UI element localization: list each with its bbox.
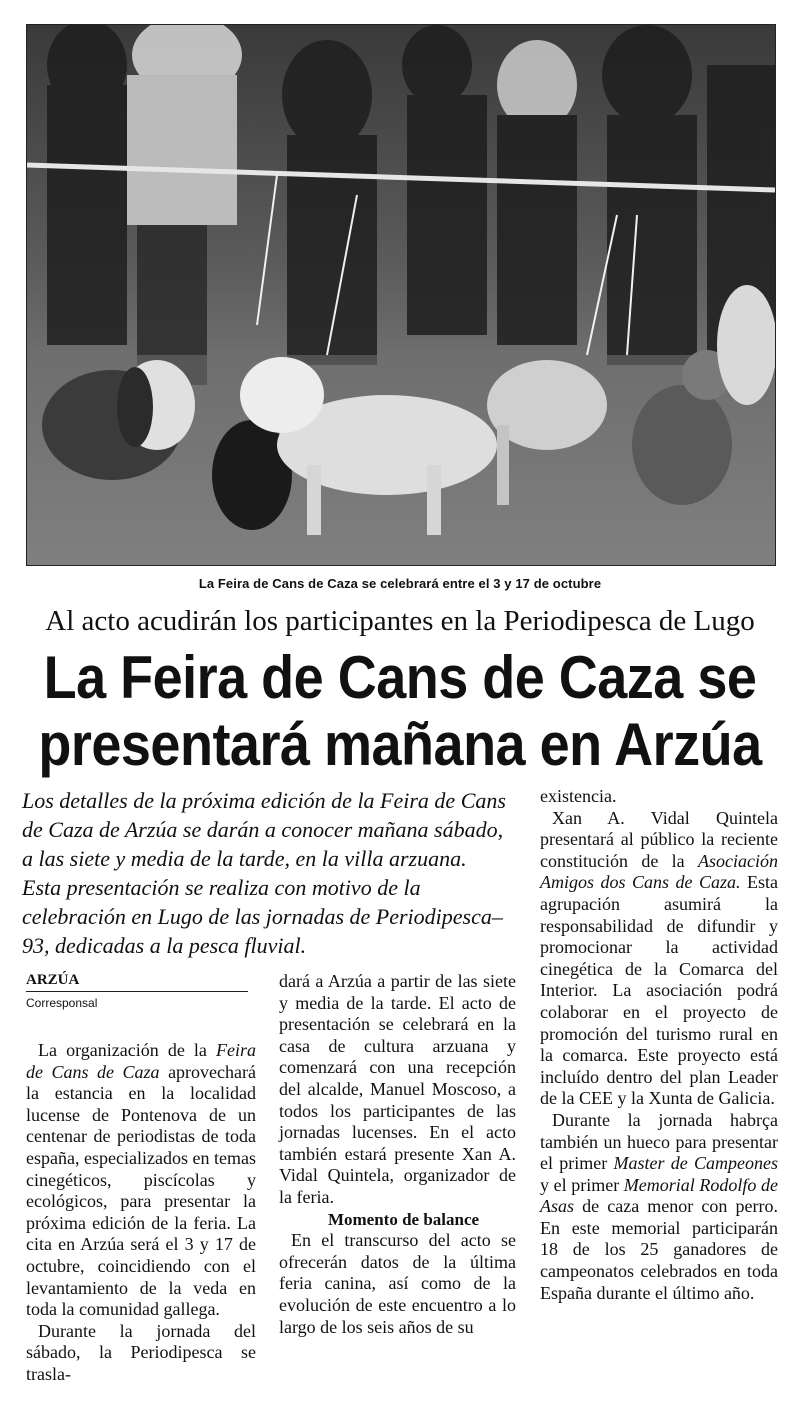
reporter-credit: Corresponsal: [26, 996, 98, 1010]
headline-line-1: La Feira de Cans de Caza se: [43, 644, 757, 712]
byline: [26, 972, 248, 1010]
body-paragraph-2-continued: dará a Arzúa a partir de las siete y media de la tarde. El acto de presentación se celebrará en la casa de cultura arzuana y comenzará con una recepción del alcalde, Manuel Moscoso, a todos los participantes de las jornadas lucenses. En el acto también estará presente Xan A. Vidal Quintela, organizador de la feria.: [279, 971, 516, 1207]
subheading: Momento de balance: [327, 1209, 480, 1229]
headline-line-2: presentará mañana en Arzúa: [38, 711, 762, 779]
lead-text: Los detalles de la próxima edición de la Feira de Cans de Caza de Arzúa se darán a conocer mañana sábado, a las siete y media de la tarde, en la villa arzuana. Esta presentación se realiza con motivo de la celebración en Lugo de las jornadas de Periodipesca–93, dedicadas a la pesca fluvial.: [22, 788, 506, 958]
body-paragraph-2: Durante la jornada del sábado, la Periodipesca se trasla-: [26, 1320, 256, 1384]
kicker: Al acto acudirán los participantes en la Periodipesca de Lugo: [45, 605, 755, 637]
body-column-2: [279, 971, 516, 1338]
body-paragraph-3-continued: existencia.: [540, 786, 617, 806]
body-paragraph-5: Durante la jornada habrça también un hueco para presentar el primer Master de Campeones y el primer Memorial Rodolfo de Asas de caza menor con perro. En este memorial participarán 18 de los 25 ganadores de campeonatos celebrados en toda España durante el último año.: [540, 1109, 778, 1303]
hunting-dogs-photo: [26, 24, 776, 566]
body-column-3: [540, 786, 778, 1304]
dateline: ARZÚA: [26, 972, 248, 992]
photo-caption: La Feira de Cans de Caza se celebrará entre el 3 y 17 de octubre: [198, 576, 602, 591]
body-paragraph-3: En el transcurso del acto se ofrecerán datos de la última feria canina, así como de la evolución de este encuentro a lo largo de los seis años de su: [279, 1230, 516, 1337]
body-column-1: [26, 1040, 256, 1386]
lead-paragraph: [22, 786, 508, 960]
headline: [0, 644, 800, 778]
body-paragraph-1: La organización de la Feira de Cans de Caza aprovechará la estancia en la localidad lucense de Pontenova de un centenar de periodistas de toda españa, especializados en temas cinegéticos, piscícolas y ecológicos, para presentar la próxima edición de la feria. La cita en Arzúa será el 3 y 17 de octubre, coincidiendo con el levantamiento de la veda en toda la comunidad gallega.: [26, 1040, 256, 1320]
body-paragraph-4: Xan A. Vidal Quintela presentará al público la reciente constitución de la Asociación Amigos dos Cans de Caza. Esta agrupación asumirá la responsabilidad de difundir y promocionar la actividad cinegética de la Comarca del Interior. La asociación podrá colaborar en el proyecto de promoción del turismo rural en la comarca. Este proyecto está incluído dentro del plan Leader de la CEE y la Xunta de Galicia.: [540, 807, 779, 1109]
